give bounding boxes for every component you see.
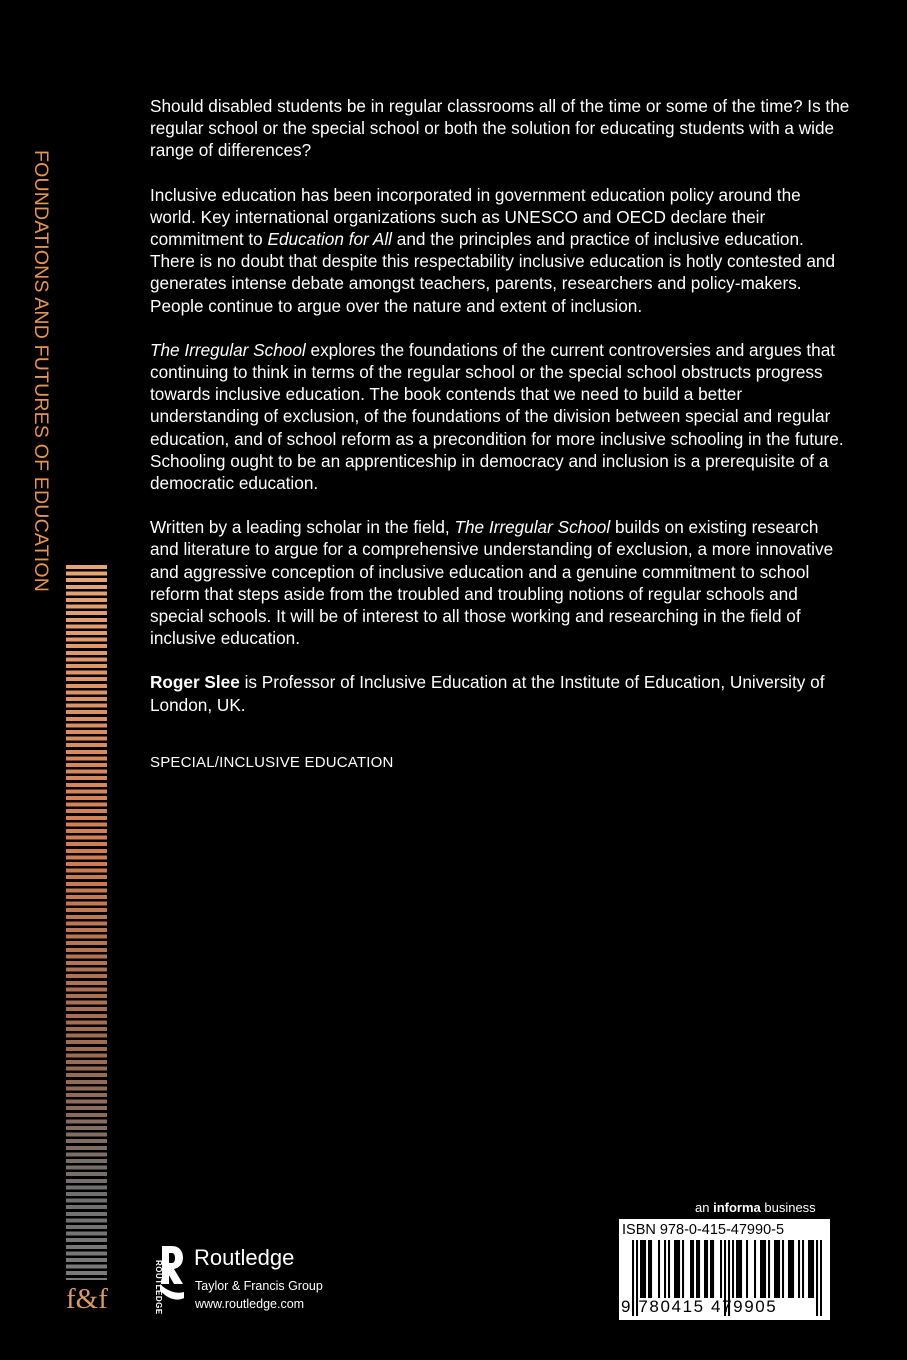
barcode-bar <box>706 1240 708 1298</box>
barcode-bar <box>782 1240 784 1298</box>
publisher-name: Routledge <box>194 1245 295 1270</box>
barcode-bar <box>696 1240 698 1298</box>
publisher-url: www.routledge.com <box>195 1297 305 1311</box>
author-bio: Roger Slee is Professor of Inclusive Education at the Institute of Education, University of London, UK. <box>150 672 825 715</box>
barcode-bar <box>776 1240 778 1298</box>
isbn-number: ISBN 978-0-415-47990-5 <box>622 1222 785 1238</box>
barcode-bar <box>710 1240 712 1298</box>
barcode-bar <box>790 1240 792 1298</box>
barcode-bar <box>668 1240 670 1298</box>
barcode-bar <box>704 1240 706 1298</box>
barcode-bar <box>802 1240 804 1298</box>
series-title: FOUNDATIONS AND FUTURES OF EDUCATION <box>30 150 52 592</box>
barcode-bar <box>690 1240 692 1298</box>
barcode-bar <box>798 1240 800 1298</box>
isbn-barcode <box>619 1219 830 1320</box>
barcode-bar <box>764 1240 766 1298</box>
barcode-bar <box>732 1240 734 1298</box>
barcode-bar <box>720 1240 722 1298</box>
barcode-bar <box>788 1240 790 1298</box>
barcode-bar <box>740 1240 742 1298</box>
barcode-bar <box>674 1240 676 1298</box>
blurb-paragraph-3: The Irregular School explores the foundations of the current controversies and argues that continuing to think in terms of the regular school or the special school obstructs progress towards inclusive education. The book contends that we need to build a better understanding of exclusion, of the foundations of the division between special and regular education, and of school reform as a precondition for more inclusive schooling in the future. Schooling ought to be an apprenticeship in democracy and inclusion is a prerequisite of a democratic education. <box>150 339 844 494</box>
barcode-bar <box>648 1240 650 1298</box>
blurb-paragraph-1: Should disabled students be in regular classrooms all of the time or some of the time? Is the regular school or the special school or both the solution for educating students with a wide range of differences? <box>150 96 850 161</box>
barcode-bar <box>698 1240 700 1298</box>
barcode-bar <box>650 1240 652 1298</box>
barcode-bar <box>808 1240 810 1298</box>
barcode-bar <box>738 1240 740 1298</box>
barcode-bar <box>746 1240 748 1298</box>
author-name: Roger Slee <box>150 672 240 693</box>
barcode-bar <box>760 1240 762 1298</box>
publisher-logo <box>148 1246 348 1316</box>
blurb-paragraph-4: Written by a leading scholar in the field, The Irregular School builds on existing research and literature to argue for a comprehensive understanding of exclusion, a more innovative and aggressive conception of inclusive education and a genuine commitment to school reform that steps aside from the troubled and troubling notions of regular schools and special schools. It will be of interest to all those working and researching in the field of inclusive education. <box>150 517 834 649</box>
barcode-bar <box>792 1240 794 1298</box>
barcode-bar <box>762 1240 764 1298</box>
barcode-bar <box>778 1240 780 1298</box>
barcode-bar <box>812 1240 814 1298</box>
informa-tagline: an informa business <box>695 1200 816 1215</box>
barcode-bar <box>682 1240 684 1298</box>
barcode-bar <box>640 1240 642 1298</box>
barcode-bar <box>678 1240 680 1298</box>
subject-category: SPECIAL/INCLUSIVE EDUCATION <box>150 753 394 771</box>
barcode-bar <box>642 1240 644 1298</box>
barcode-bar <box>664 1240 666 1298</box>
barcode-bar <box>644 1240 646 1298</box>
barcode-bar <box>736 1240 738 1298</box>
barcode-bar <box>692 1240 694 1298</box>
barcode-bar <box>774 1240 776 1298</box>
series-logo: f&f <box>66 1283 108 1315</box>
barcode-bar <box>676 1240 678 1298</box>
blurb-paragraph-2: Inclusive education has been incorporated in government education policy around the world. Key international organizations such as UNESCO and OECD declare their commitment to Education for All and the principles and practice of inclusive education. There is no doubt that despite this respectability inclusive education is hotly contested and generates intense debate amongst teachers, parents, researchers and policy-makers. People continue to argue over the nature and extent of inclusion. <box>150 184 836 316</box>
barcode-bar <box>712 1240 714 1298</box>
publisher-group: Taylor & Francis Group <box>195 1279 323 1293</box>
barcode-bar <box>810 1240 812 1298</box>
publisher-vertical-word: ROUTLEDGE <box>154 1260 163 1315</box>
barcode-bar <box>658 1240 660 1298</box>
barcode-bar <box>768 1240 770 1298</box>
spine-stripe-pattern <box>66 565 107 1280</box>
barcode-bar <box>754 1240 756 1298</box>
barcode-digits: 9 780415 479905 <box>621 1297 778 1316</box>
blurb <box>150 95 850 774</box>
